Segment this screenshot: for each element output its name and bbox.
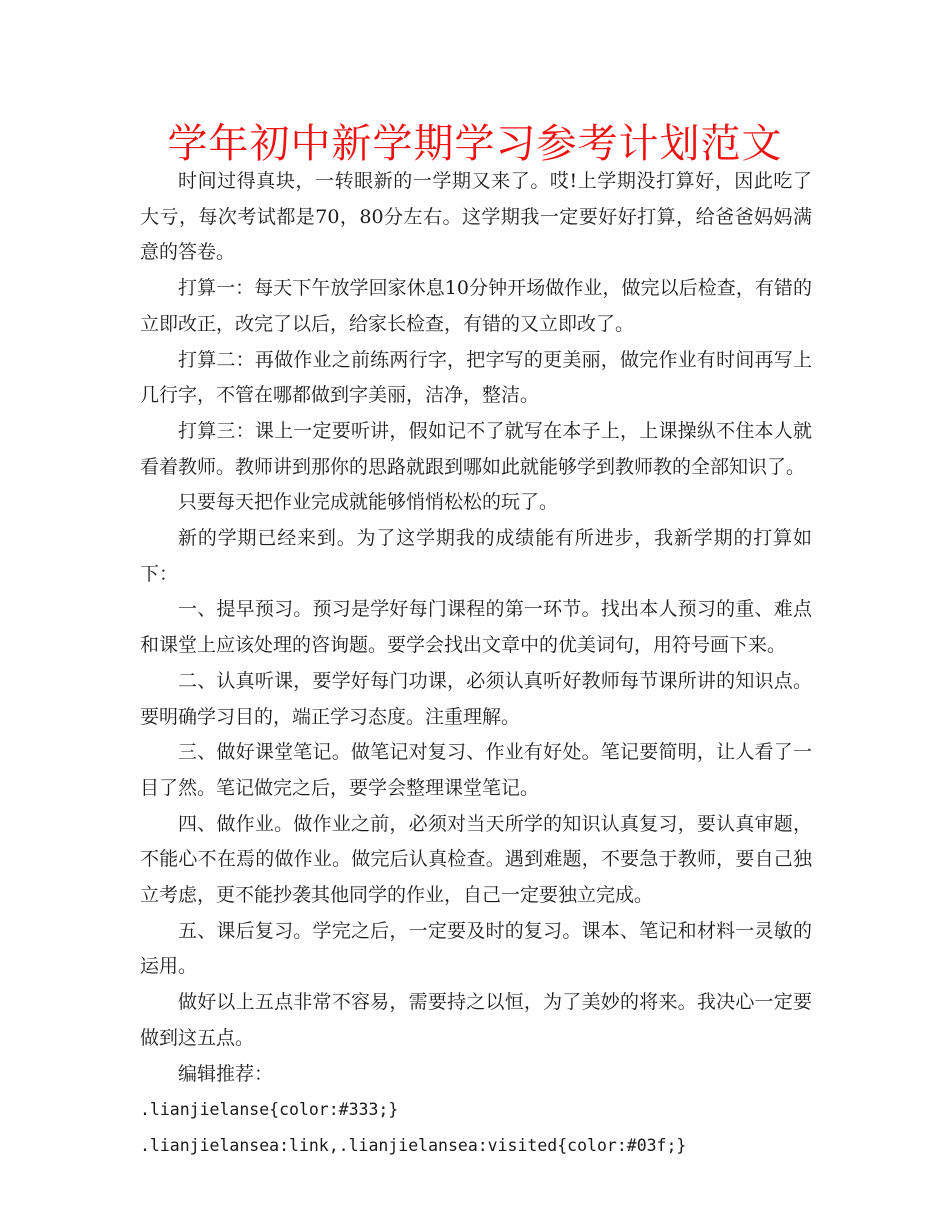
paragraph-step-five: 五、课后复习。学完之后，一定要及时的复习。课本、笔记和材料一灵敏的运用。	[140, 919, 812, 978]
paragraph-editor-recommend: 编辑推荐：	[178, 1062, 274, 1085]
paragraph-step-one: 一、提早预习。预习是学好每门课程的第一环节。找出本人预习的重、难点和课堂上应该处理的咨询题。要学会找出文章中的优美词句，用符号画下来。	[140, 598, 812, 657]
paragraph-step-three: 三、做好课堂笔记。做笔记对复习、作业有好处。笔记要简明，让人看了一目了然。笔记做完之后，要学会整理课堂笔记。	[140, 741, 812, 799]
paragraph-plan-one: 打算一：每天下午放学回家休息10分钟开场做作业，做完以后检查，有错的立即改正，改完了以后，给家长检查，有错的又立即改了。	[140, 277, 812, 335]
paragraph-plan-two: 打算二：再做作业之前练两行字，把字写的更美丽，做完作业有时间再写上几行字，不管在哪都做到字美丽，洁净，整洁。	[140, 348, 812, 407]
code-line: .lianjielanse{color:#333;}	[140, 1100, 399, 1120]
paragraph-conclusion: 做好以上五点非常不容易，需要持之以恒，为了美妙的将来。我决心一定要做到这五点。	[140, 991, 812, 1049]
document-body	[140, 164, 812, 1164]
paragraph-intro: 时间过得真块，一转眼新的一学期又来了。哎!上学期没打算好，因此吃了大亏，每次考试都是70，80分左右。这学期我一定要好好打算，给爸爸妈妈满意的答卷。	[140, 170, 812, 264]
paragraph-new-term: 新的学期已经来到。为了这学期我的成绩能有所进步，我新学期的打算如下：	[140, 527, 812, 585]
paragraph-step-four: 四、做作业。做作业之前，必须对当天所学的知识认真复习，要认真审题，不能心不在焉的做作业。做完后认真检查。遇到难题，不要急于教师，要自己独立考虑，更不能抄袭其他同学的作业，自己一定要独立完成。	[140, 812, 812, 907]
paragraph-plan-three: 打算三：课上一定要听讲，假如记不了就写在本子上，上课操纵不住本人就看着教师。教师讲到那你的思路就跟到哪如此就能够学到教师教的全部知识了。	[140, 419, 812, 478]
paragraph-step-two: 二、认真听课，要学好每门功课，必须认真听好教师每节课所讲的知识点。要明确学习目的，端正学习态度。注重理解。	[140, 669, 812, 728]
code-line: .lianjielansea:link,.lianjielansea:visited{color:#03f;}	[140, 1135, 687, 1155]
paragraph-summary: 只要每天把作业完成就能够悄悄松松的玩了。	[178, 491, 559, 514]
document-title: 学年初中新学期学习参考计划范文	[167, 121, 783, 167]
